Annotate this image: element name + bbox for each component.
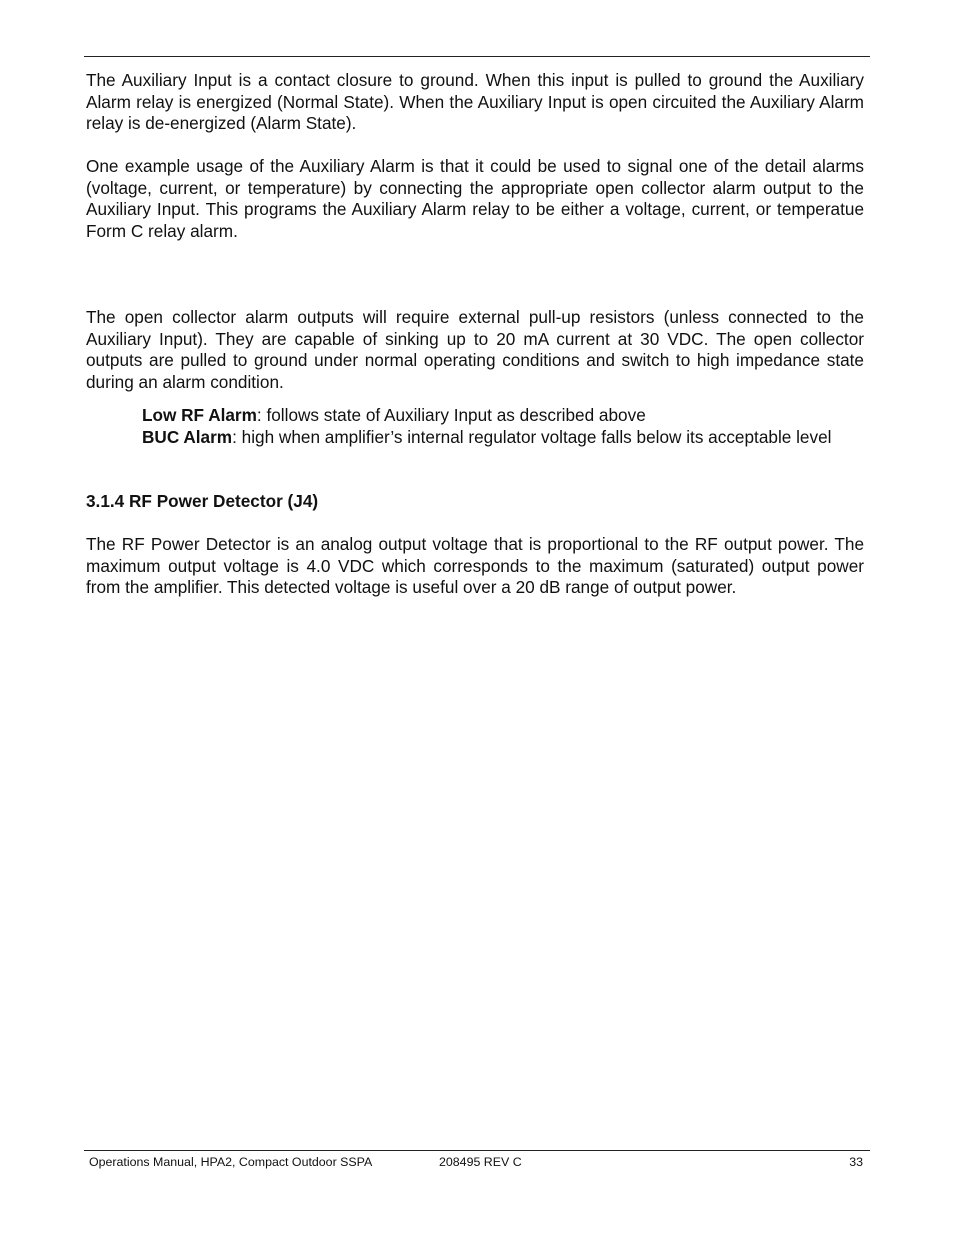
section-heading: 3.1.4 RF Power Detector (J4) [86, 491, 319, 511]
footer-rule [84, 1150, 870, 1151]
alarm-definitions-list [142, 405, 864, 448]
open-collector-paragraph: The open collector alarm outputs will require external pull-up resistors (unless connected to the Auxiliary Input). They are capable of sinking up to 20 mA current at 30 VDC. The open collector outputs are pulled to ground under normal operating conditions and switch to high impedance state during an alarm condition. [86, 307, 864, 392]
alarm-name: Low RF Alarm [142, 405, 257, 425]
footer-document-number: 208495 REV C [439, 1155, 522, 1169]
buc-alarm-item [142, 427, 864, 449]
rf-power-detector-paragraph: The RF Power Detector is an analog output voltage that is proportional to the RF output power. The maximum output voltage is 4.0 VDC which corresponds to the maximum (saturated) output power from the amplifier. This detected voltage is useful over a 20 dB range of output power. [86, 534, 864, 598]
auxiliary-input-paragraph: The Auxiliary Input is a contact closure to ground. When this input is pulled to ground the Auxiliary Alarm relay is energized (Normal State). When the Auxiliary Input is open circuited the Auxiliary Alarm relay is de-energized (Alarm State). [86, 70, 864, 134]
footer-page-number: 33 [849, 1155, 863, 1169]
alarm-description: : high when amplifier’s internal regulator voltage falls below its acceptable level [232, 426, 832, 447]
auxiliary-alarm-example-paragraph: One example usage of the Auxiliary Alarm is that it could be used to signal one of the detail alarms (voltage, current, or temperature) by connecting the appropriate open collector alarm output to the Auxiliary Input. This programs the Auxiliary Alarm relay to be either a voltage, current, or temperatue Form C relay alarm. [86, 156, 864, 241]
alarm-name: BUC Alarm [142, 426, 233, 447]
header-rule [84, 56, 870, 57]
low-rf-alarm-item [142, 405, 864, 427]
footer-manual-title: Operations Manual, HPA2, Compact Outdoor SSPA [89, 1155, 373, 1169]
alarm-description: : follows state of Auxiliary Input as described above [256, 405, 646, 425]
